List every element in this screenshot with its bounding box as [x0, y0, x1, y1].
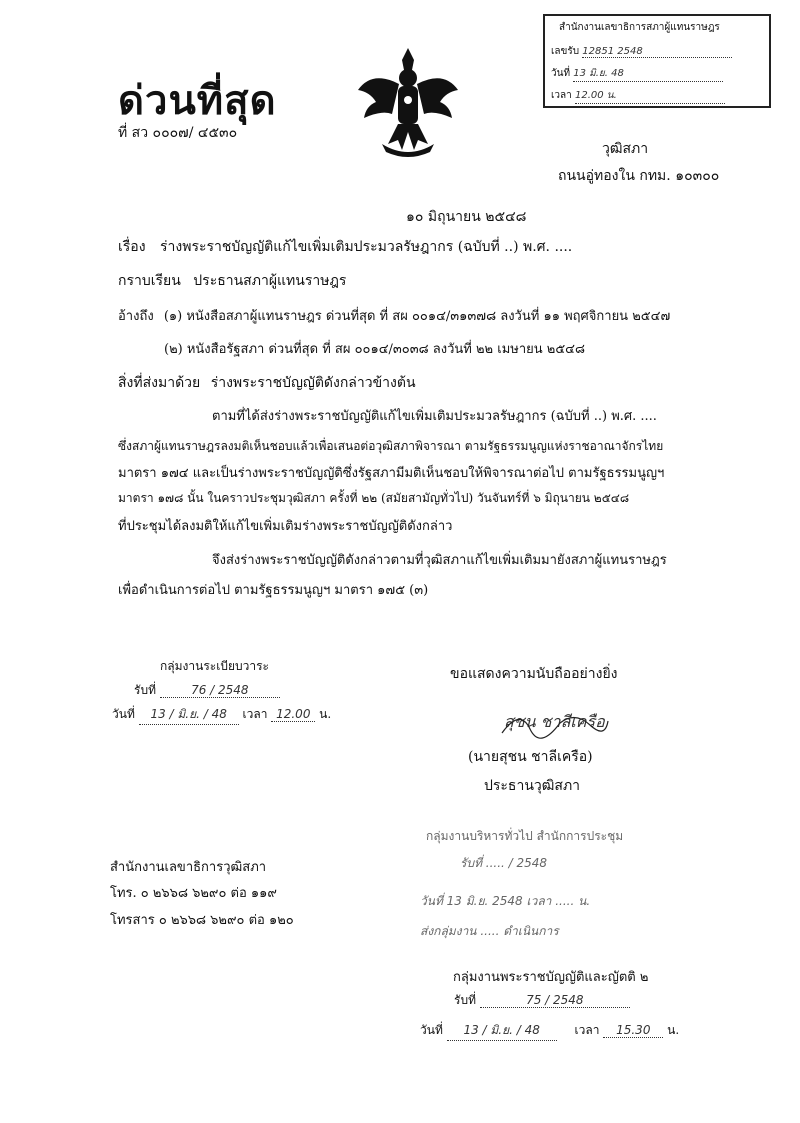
paragraph-1-line-1: ตามที่ได้ส่งร่างพระราชบัญญัติแก้ไขเพิ่มเติมประมวลรัษฎากร (ฉบับที่ ..) พ.ศ. .... — [212, 409, 657, 424]
bill-date-label: วันที่ — [420, 1023, 443, 1037]
receipt-no-label: เลขรับ — [551, 46, 580, 57]
salutation-line — [118, 270, 346, 292]
enclosure-text: ร่างพระราชบัญญัติดังกล่าวข้างต้น — [210, 375, 416, 391]
agenda-time-unit: น. — [319, 707, 332, 721]
signer-name: (นายสุชน ชาลีเครือ) — [468, 749, 593, 765]
bill-time-label: เวลา — [574, 1023, 600, 1037]
reference-1: (๑) หนังสือสภาผู้แทนราษฎร ด่วนที่สุด ที่ สผ ๐๐๑๔/๓๑๓๗๘ ลงวันที่ ๑๑ พฤศจิกายน ๒๕๔๗ — [163, 309, 671, 324]
org-name: วุฒิสภา — [602, 141, 649, 157]
receipt-stamp — [543, 14, 771, 108]
agenda-received-label: รับที่ — [134, 683, 156, 697]
closing-regards: ขอแสดงความนับถืออย่างยิ่ง — [450, 666, 618, 682]
subject-text: ร่างพระราชบัญญัติแก้ไขเพิ่มเติมประมวลรัษฎากร (ฉบับที่ ..) พ.ศ. .... — [160, 239, 573, 255]
general-stamp-line-4: ส่งกลุ่มงาน ..... ดำเนินการ — [420, 924, 559, 938]
receipt-time-value: 12.00 น. — [575, 88, 725, 104]
reference-label: อ้างถึง — [118, 309, 154, 324]
receipt-office: สำนักงานเลขาธิการสภาผู้แทนราษฎร — [559, 22, 720, 33]
bill-received-value: 75 / 2548 — [480, 993, 630, 1008]
reference-2: (๒) หนังสือรัฐสภา ด่วนที่สุด ที่ สผ ๐๐๑๔/๓๐๓๘ ลงวันที่ ๒๒ เมษายน ๒๕๔๘ — [164, 342, 586, 357]
enclosure-line — [118, 372, 416, 394]
signature-text: สุชน ชาลีเครือ — [504, 712, 605, 731]
paragraph-1-line-3: มาตรา ๑๗๔ และเป็นร่างพระราชบัญญัติซึ่งรัฐสภามีมติเห็นชอบให้พิจารณาต่อไป ตามรัฐธรรมนูญฯ — [118, 466, 665, 481]
subject-label: เรื่อง — [118, 239, 146, 255]
sender-fax: โทรสาร ๐ ๒๖๖๘ ๖๒๙๐ ต่อ ๑๒๐ — [110, 913, 294, 928]
bill-received-label: รับที่ — [454, 993, 476, 1007]
general-stamp-line-2: รับที่ ..... / 2548 — [460, 856, 548, 870]
agenda-time-value: 12.00 — [271, 707, 315, 722]
signature-flourish-icon — [500, 703, 610, 743]
enclosure-label: สิ่งที่ส่งมาด้วย — [118, 375, 201, 391]
org-address: ถนนอู่ทองใน กทม. ๑๐๓๐๐ — [558, 168, 720, 184]
agenda-stamp-group: กลุ่มงานระเบียบวาระ — [160, 659, 269, 673]
signer-position: ประธานวุฒิสภา — [484, 778, 581, 794]
salutation-label: กราบเรียน — [118, 273, 181, 289]
agenda-date-label: วันที่ — [112, 707, 135, 721]
bill-time-unit: น. — [667, 1023, 680, 1037]
agenda-received-value: 76 / 2548 — [160, 683, 280, 698]
paragraph-2-line-1: จึงส่งร่างพระราชบัญญัติดังกล่าวตามที่วุฒิสภาแก้ไขเพิ่มเติมมายังสภาผู้แทนราษฎร — [212, 553, 667, 568]
paragraph-1-line-2: ซึ่งสภาผู้แทนราษฎรลงมติเห็นชอบแล้วเพื่อเสนอต่อวุฒิสภาพิจารณา ตามรัฐธรรมนูญแห่งราชอาณาจักรไทย — [118, 439, 664, 453]
receipt-date-value: 13 มิ.ย. 48 — [573, 66, 723, 82]
subject-line — [118, 236, 572, 258]
salutation-text: ประธานสภาผู้แทนราษฎร — [193, 273, 347, 289]
bill-time-value: 15.30 — [603, 1023, 663, 1038]
bill-stamp-date — [420, 1021, 679, 1041]
reference-number: ที่ สว ๐๐๐๗/ ๔๕๓๐ — [118, 125, 238, 141]
receipt-date-label: วันที่ — [551, 68, 571, 79]
agenda-date-value: 13 / มิ.ย. / 48 — [139, 705, 239, 725]
receipt-no-value: 12851 2548 — [582, 46, 732, 58]
letter-date: ๑๐ มิถุนายน ๒๕๔๘ — [406, 209, 527, 225]
sender-tel: โทร. ๐ ๒๖๖๘ ๖๒๙๐ ต่อ ๑๑๙ — [110, 886, 277, 901]
bill-stamp-received — [454, 991, 630, 1010]
garuda-emblem-icon — [352, 40, 464, 160]
agenda-stamp-received — [134, 681, 280, 700]
paragraph-2-line-2: เพื่อดำเนินการต่อไป ตามรัฐธรรมนูญฯ มาตรา ๑๗๕ (๓) — [118, 583, 429, 598]
reference-line-1 — [118, 305, 670, 326]
general-stamp-line-3: วันที่ 13 มิ.ย. 2548 เวลา ..... น. — [420, 894, 591, 908]
bill-stamp-group: กลุ่มงานพระราชบัญญัติและญัตติ ๒ — [453, 970, 649, 985]
paragraph-1-line-4: มาตรา ๑๗๘ นั้น ในคราวประชุมวุฒิสภา ครั้งที่ ๒๒ (สมัยสามัญทั่วไป) วันจันทร์ที่ ๖ มิถุนายน ๒๕๔๘ — [118, 491, 630, 505]
sender-office: สำนักงานเลขาธิการวุฒิสภา — [110, 860, 267, 875]
urgent-heading: ด่วนที่สุด — [118, 77, 277, 124]
agenda-time-label: เวลา — [242, 707, 268, 721]
agenda-stamp-date — [112, 705, 331, 725]
paragraph-1-line-5: ที่ประชุมได้ลงมติให้แก้ไขเพิ่มเติมร่างพระราชบัญญัติดังกล่าว — [118, 519, 453, 534]
general-stamp-line-1: กลุ่มงานบริหารทั่วไป สำนักการประชุม — [426, 829, 624, 843]
receipt-time-label: เวลา — [551, 90, 572, 101]
bill-date-value: 13 / มิ.ย. / 48 — [447, 1021, 557, 1041]
